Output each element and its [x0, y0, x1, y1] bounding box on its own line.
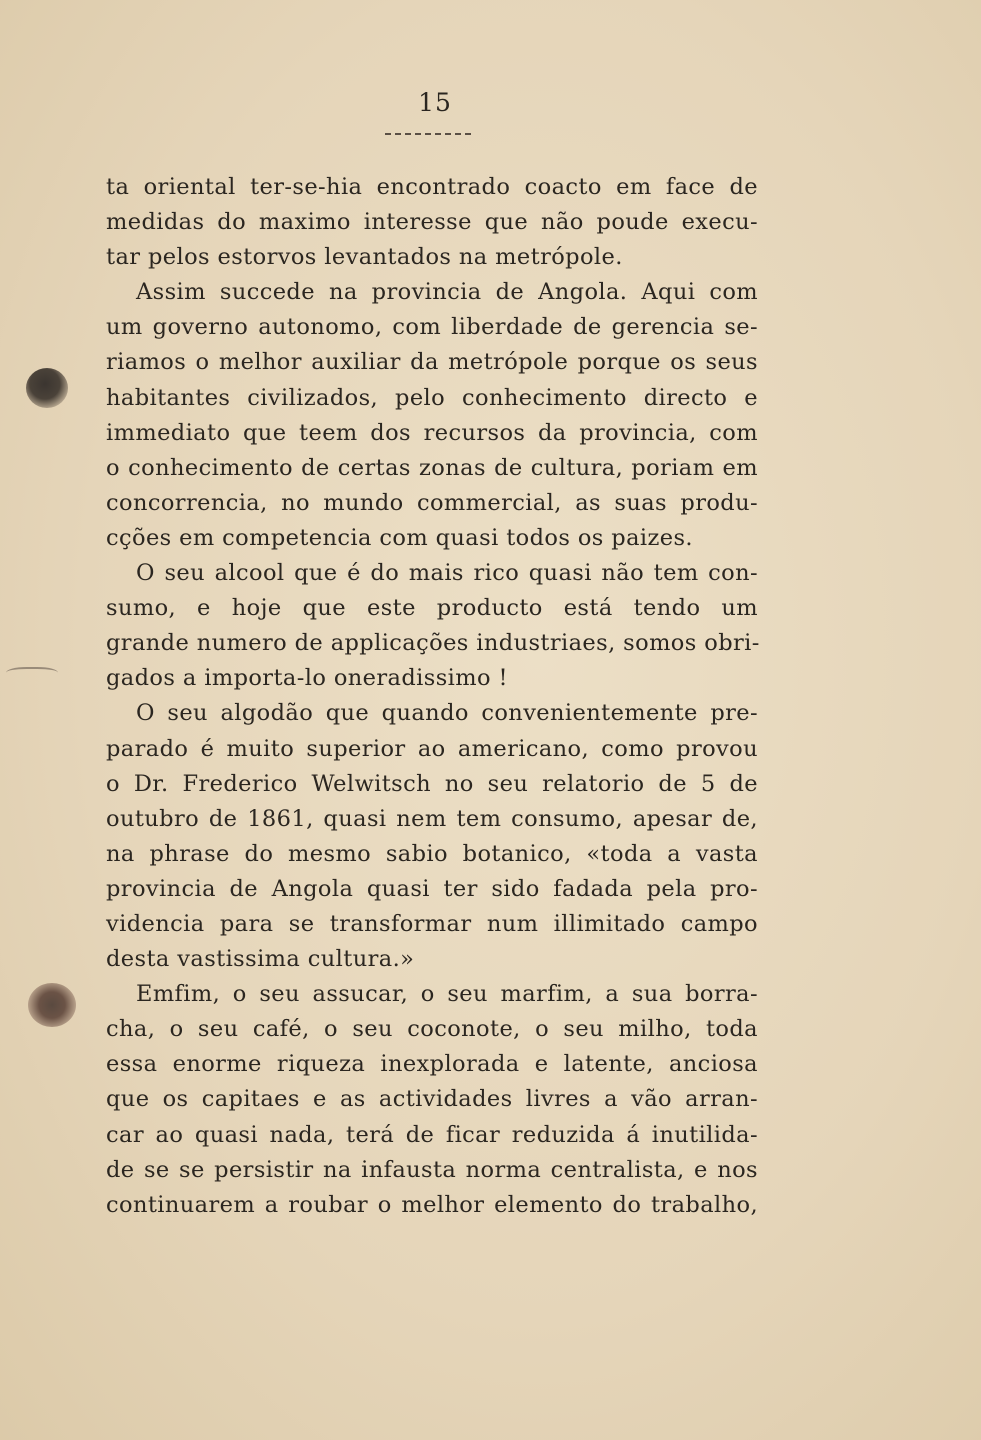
text-line: ta oriental ter-se-hia encontrado coacto em face de: [106, 174, 758, 200]
header-rule: [385, 133, 471, 135]
text-line: habitantes civilizados, pelo conhecimento directo e: [106, 384, 758, 411]
text-line: na phrase do mesmo sabio botanico, «toda a vasta: [106, 840, 758, 867]
text-line: O seu alcool que é do mais rico quasi não tem con-: [136, 560, 758, 587]
text-line: concorrencia, no mundo commercial, as suas produ-: [106, 489, 758, 516]
text-line: cções em competencia com quasi todos os paizes.: [106, 524, 693, 551]
text-line: desta vastissima cultura.»: [106, 946, 415, 973]
text-line: gados a importa-lo oneradissimo !: [106, 665, 508, 692]
text-line: um governo autonomo, com liberdade de gerencia se-: [106, 314, 758, 341]
text-line: Emfim, o seu assucar, o seu marfim, a sua borra-: [136, 981, 758, 1008]
text-line: cha, o seu café, o seu coconote, o seu milho, toda: [106, 1016, 758, 1043]
paper-stain: [26, 368, 68, 408]
text-line: tar pelos estorvos levantados na metrópole.: [106, 244, 623, 271]
text-line: o Dr. Frederico Welwitsch no seu relatorio de 5 de: [106, 770, 758, 797]
text-line: videncia para se transformar num illimitado campo: [106, 910, 758, 937]
text-line: riamos o melhor auxiliar da metrópole porque os seus: [106, 349, 758, 376]
text-line: grande numero de applicações industriaes, somos obri-: [106, 630, 760, 657]
body-text: [106, 170, 758, 1223]
text-line: Assim succede na provincia de Angola. Aqui com: [136, 279, 758, 306]
text-line: medidas do maximo interesse que não poude execu-: [106, 209, 758, 236]
paper-stain: [28, 983, 76, 1027]
text-line: immediato que teem dos recursos da provincia, com: [106, 419, 758, 446]
text-line: que os capitaes e as actividades livres a vão arran-: [106, 1086, 758, 1113]
text-line: provincia de Angola quasi ter sido fadada pela pro-: [106, 875, 758, 902]
text-line: outubro de 1861, quasi nem tem consumo, apesar de,: [106, 805, 758, 832]
text-line: O seu algodão que quando convenientemente pre-: [136, 700, 758, 727]
text-line: continuarem a roubar o melhor elemento do trabalho,: [106, 1191, 758, 1218]
text-line: parado é muito superior ao americano, como provou: [106, 735, 758, 762]
text-line: sumo, e hoje que este producto está tendo um: [106, 595, 758, 622]
text-line: de se se persistir na infausta norma centralista, e nos: [106, 1156, 758, 1183]
text-line: o conhecimento de certas zonas de cultura, poriam em: [106, 454, 758, 481]
text-line: essa enorme riqueza inexplorada e latente, anciosa: [106, 1051, 758, 1078]
page-number: 15: [418, 88, 452, 117]
text-line: car ao quasi nada, terá de ficar reduzida á inutilida-: [106, 1121, 758, 1148]
paper-mark: [6, 667, 58, 681]
